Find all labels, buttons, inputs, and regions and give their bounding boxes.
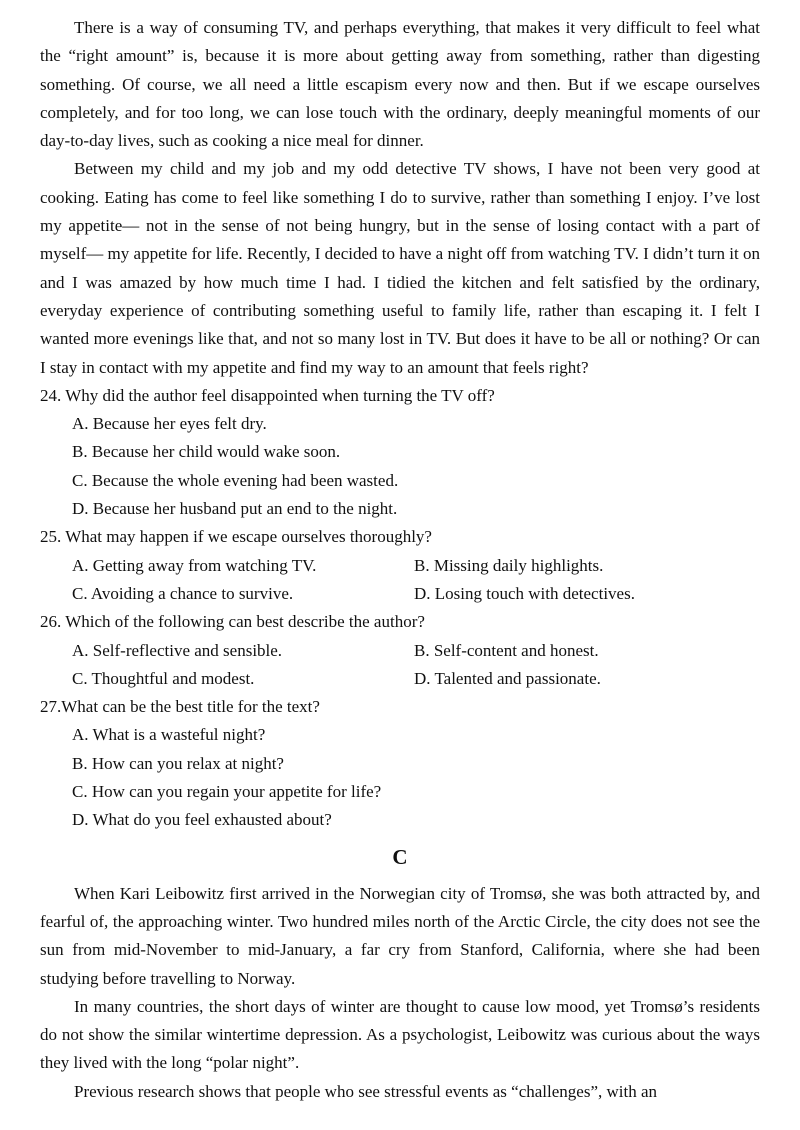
option-c[interactable]: C. Thoughtful and modest. bbox=[72, 668, 255, 688]
passage-paragraph: Between my child and my job and my odd detective TV shows, I have not been very good at cooking. Eating has come to feel like something I do to survive, rather than something I enjoy. I’ve lost my appetite— not in the sense of not being hungry, but in the sense of losing contact with a part of myself— my appetite for life. Recently, I decided to have a night off from watching TV. I didn’t turn it on and I was amazed by how much time I had. I tidied the kitchen and felt satisfied by the ordinary, everyday experience of contributing something useful to family life, rather than escaping it. I felt I wanted more evenings like that, and not so many lost in TV. But does it have to be all or nothing? Or can I stay in contact with my appetite and find my way to an amount that feels right? bbox=[40, 159, 760, 377]
option-row bbox=[40, 552, 760, 580]
passage-paragraph: When Kari Leibowitz first arrived in the Norwegian city of Tromsø, she was both attracted by, and fearful of, the approaching winter. Two hundred miles north of the Arctic Circle, the city does not see the sun from mid-November to mid-January, a far cry from Stanford, California, where she had been studying before travelling to Norway. bbox=[40, 883, 760, 988]
option-c[interactable]: C. Avoiding a chance to survive. bbox=[72, 583, 294, 603]
option-b[interactable]: B. Self-content and honest. bbox=[414, 640, 599, 660]
option-b[interactable]: B. Because her child would wake soon. bbox=[72, 442, 341, 462]
section-c-title: C bbox=[392, 844, 408, 869]
option-row bbox=[40, 665, 760, 693]
option-d[interactable]: D. Losing touch with detectives. bbox=[414, 583, 635, 603]
option-list bbox=[40, 721, 760, 834]
question-25 bbox=[40, 523, 760, 608]
option-row bbox=[40, 637, 760, 665]
option-c[interactable]: C. How can you regain your appetite for life? bbox=[72, 782, 382, 802]
option-a[interactable]: A. Self-reflective and sensible. bbox=[72, 640, 283, 660]
option-d[interactable]: D. Because her husband put an end to the night. bbox=[72, 499, 398, 519]
question-27 bbox=[40, 693, 760, 834]
option-a[interactable]: A. Because her eyes felt dry. bbox=[72, 414, 267, 434]
question-26 bbox=[40, 608, 760, 693]
passage-b bbox=[40, 14, 760, 382]
option-a[interactable]: A. Getting away from watching TV. bbox=[72, 555, 317, 575]
option-b[interactable]: B. Missing daily highlights. bbox=[414, 555, 604, 575]
option-list bbox=[40, 410, 760, 523]
question-stem: 26. Which of the following can best describe the author? bbox=[40, 612, 425, 632]
question-stem: 25. What may happen if we escape ourselves thoroughly? bbox=[40, 527, 432, 547]
passage-paragraph: There is a way of consuming TV, and perhaps everything, that makes it very difficult to feel what the “right amount” is, because it is more about getting away from something, rather than digesting something. Of course, we all need a little escapism every now and then. But if we escape ourselves completely, and for too long, we can lose touch with the ordinary, deeply meaningful moments of our day-to-day lives, such as cooking a nice meal for dinner. bbox=[40, 18, 760, 151]
question-stem: 27.What can be the best title for the text? bbox=[40, 697, 320, 717]
question-24 bbox=[40, 382, 760, 523]
passage-paragraph: In many countries, the short days of winter are thought to cause low mood, yet Tromsø’s residents do not show the similar wintertime depression. As a psychologist, Leibowitz was curious about the ways they lived with the long “polar night”. bbox=[40, 996, 760, 1073]
passage-c bbox=[40, 880, 760, 1106]
option-c[interactable]: C. Because the whole evening had been wasted. bbox=[72, 470, 399, 490]
option-d[interactable]: D. What do you feel exhausted about? bbox=[72, 810, 332, 830]
option-row bbox=[40, 580, 760, 608]
passage-paragraph: Previous research shows that people who see stressful events as “challenges”, with an bbox=[74, 1081, 658, 1101]
option-b[interactable]: B. How can you relax at night? bbox=[72, 753, 284, 773]
option-d[interactable]: D. Talented and passionate. bbox=[414, 668, 601, 688]
option-a[interactable]: A. What is a wasteful night? bbox=[72, 725, 266, 745]
question-stem: 24. Why did the author feel disappointed when turning the TV off? bbox=[40, 385, 495, 405]
